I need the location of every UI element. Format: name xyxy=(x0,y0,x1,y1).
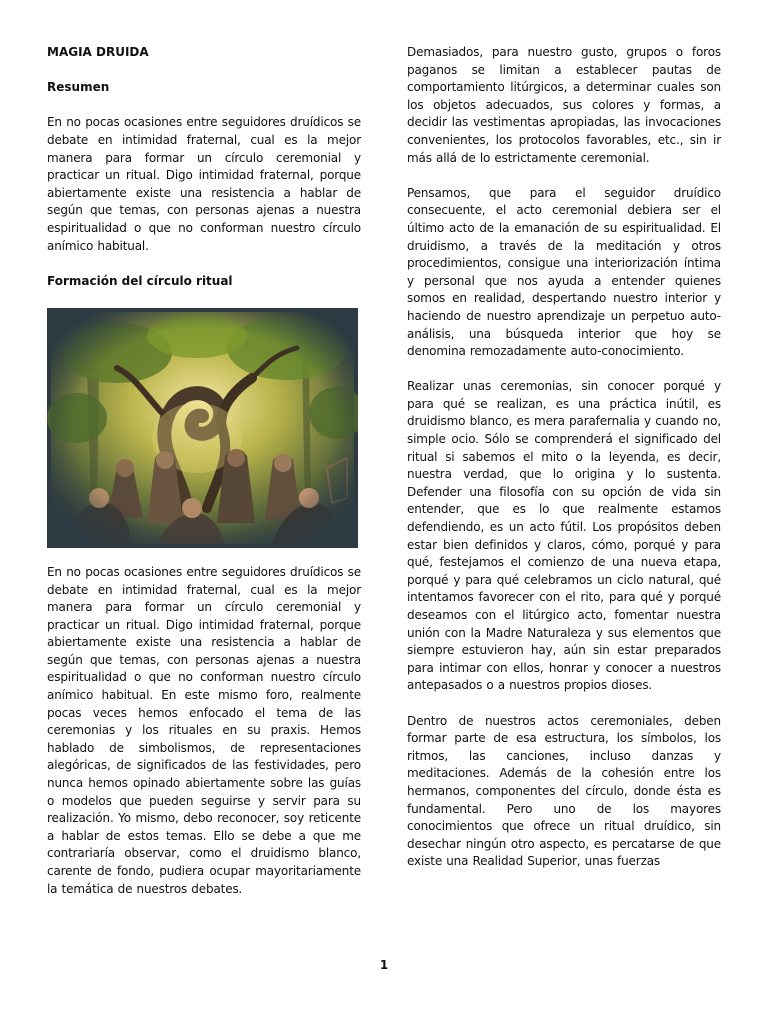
section-heading: Formación del círculo ritual xyxy=(47,273,233,288)
right-paragraph-3: Realizar unas ceremonias, sin conocer porqué y para qué se realizan, es una práctica inútil, es druidismo blanco, es mera parafernalia y cuando no, simple ocio. Sólo se comprenderá el significado del ritual si sabemos el mito o la leyenda, es decir, nuestra verdad, que lo origina y lo sustenta. Defender una filosofía con su opción de vida sin entender, que es lo que realmente estamos defendiendo, es un acto fútil. Los propósitos deben estar bien definidos y claros, cómo, porqué y para qué, festejamos el comienzo de una nueva etapa, porqué y para qué celebramos un ciclo natural, qué intentamos favorecer con el rito, para qué y porqué deseamos con el litúrgico acto, fomentar nuestra unión con la Madre Naturaleza y sus elementos que siempre estuvieron hay, aún sin estar preparados para intimar con ellos, honrar y conocer a nuestros antepasados o a nuestros propios dioses. xyxy=(407,379,721,693)
page-number: 1 xyxy=(379,958,389,972)
abstract-paragraph: En no pocas ocasiones entre seguidores druídicos se debate en intimidad fraternal, cual es la mejor manera para formar un círculo ceremonial y practicar un ritual. Digo intimidad fraternal, porque abiertamente existe una resistencia a hablar de según que temas, con personas ajenas a nuestra espiritualidad o que no conforman nuestro círculo anímico habitual. xyxy=(47,115,361,253)
abstract-heading: Resumen xyxy=(47,80,110,95)
document-title: MAGIA DRUIDA xyxy=(47,45,149,59)
right-paragraph-4: Dentro de nuestros actos ceremoniales, deben formar parte de esa estructura, los símbolos, los ritmos, las canciones, incluso danzas y meditaciones. Además de la cohesión entre los hermanos, componentes del círculo, donde ésta es fundamental. Pero uno de los mayores conocimientos que ofrece un ritual druídico, sin desechar ningún otro aspecto, es percatarse de que existe una Realidad Superior, unas fuerzas xyxy=(407,713,721,869)
left-column xyxy=(47,44,361,916)
druid-circle-illustration xyxy=(47,308,358,548)
druid-circle-image xyxy=(47,308,358,548)
right-column xyxy=(407,44,721,871)
right-paragraph-2: Pensamos, que para el seguidor druídico consecuente, el acto ceremonial debiera ser el último acto de la emanación de su espiritualidad. El druidismo, a través de la meditación y otros procedimientos, consigue una interiorización íntima y personal que nos ayuda a entender quienes somos en realidad, despertando nuestro interior y haciendo de nuestro aprendizaje un perpetuo auto-análisis, una búsqueda interior que hoy se denomina remozadamente auto-conocimiento. xyxy=(407,185,721,359)
left-body-paragraph: En no pocas ocasiones entre seguidores druídicos se debate en intimidad fraternal, cual es la mejor manera para formar un círculo ceremonial y practicar un ritual. Digo intimidad fraternal, porque abiertamente existe una resistencia a hablar de según que temas, con personas ajenas a nuestra espiritualidad o que no conforman nuestro círculo anímico habitual. En este mismo foro, realmente pocas veces hemos enfocado el tema de las ceremonias y los rituales en su praxis. Hemos hablado de simbolismos, de representaciones alegóricas, de significados de las festividades, pero nunca hemos opinado abiertamente sobre las guías o modelos que pueden seguirse y servir para su realización. Yo mismo, debo reconocer, soy reticente a hablar de estos temas. Ello se debe a que me contrariaría observar, como el druidismo blanco, carente de fondo, pudiera ocupar mayoritariamente la temática de nuestros debates. xyxy=(47,564,361,896)
right-paragraph-1: Demasiados, para nuestro gusto, grupos o foros paganos se limitan a establecer pautas de comportamiento litúrgicos, a determinar cuales son los objetos adecuados, sus colores y formas, a decidir las vestimentas apropiadas, las invocaciones convenientes, los protocolos favorables, etc., sin ir más allá de lo estrictamente ceremonial. xyxy=(407,45,721,165)
